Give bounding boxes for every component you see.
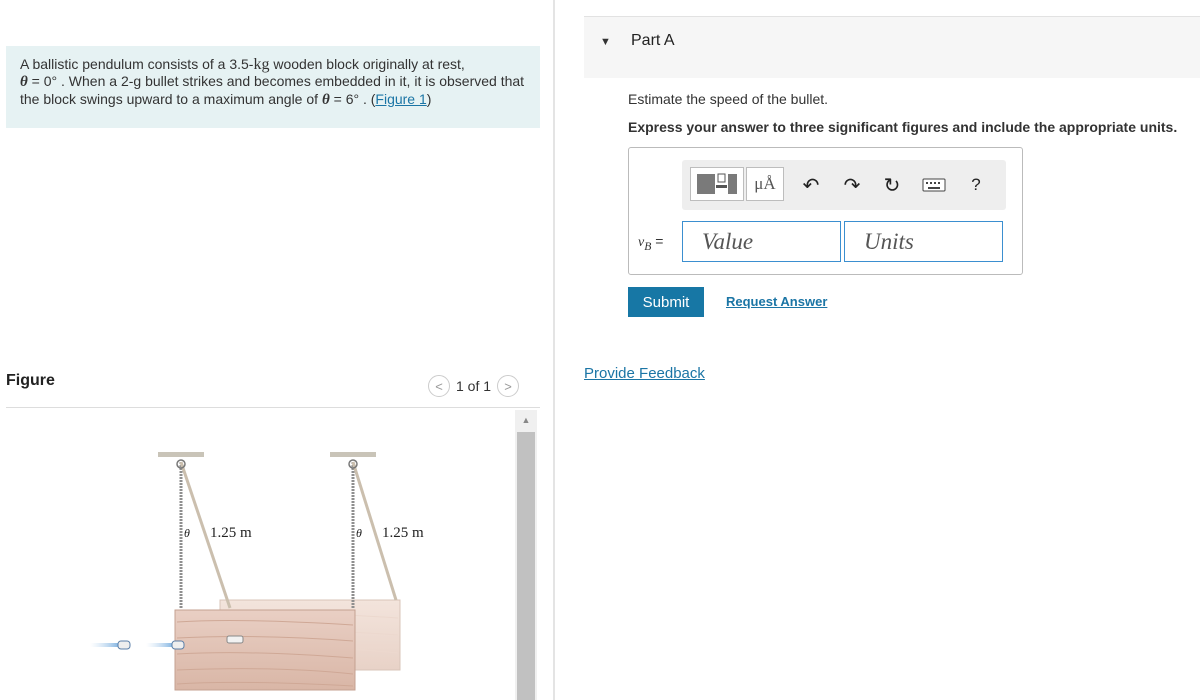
figure-heading: Figure [6, 372, 55, 389]
prev-figure-button[interactable]: < [428, 375, 450, 397]
question-text: Estimate the speed of the bullet. [628, 91, 829, 107]
ballistic-pendulum-figure [80, 440, 510, 700]
ceiling-mount-left [158, 452, 204, 457]
variable-label [638, 233, 663, 253]
part-a-title[interactable]: Part A [631, 32, 675, 49]
problem-text-segment: wooden block originally at rest, [269, 56, 465, 72]
figure-divider [6, 407, 540, 408]
figure-scrollbar-thumb[interactable] [517, 432, 535, 700]
problem-text-segment: = 6° . ( [329, 91, 376, 107]
redo-icon[interactable]: ↷ [843, 174, 861, 197]
submit-button[interactable]: Submit [628, 287, 704, 317]
reset-icon[interactable]: ↻ [883, 174, 901, 197]
length-label-right: 1.25 m [382, 525, 424, 541]
next-figure-button[interactable]: > [497, 375, 519, 397]
variable-symbol: v [638, 235, 645, 250]
part-a-header[interactable] [584, 16, 1200, 78]
bullet-left [118, 641, 130, 649]
unit-kg: kg [253, 56, 270, 73]
embedded-bullet [227, 636, 243, 643]
scroll-up-arrow-icon[interactable]: ▲ [521, 415, 531, 425]
math-toolbar [682, 160, 1006, 210]
request-answer-link[interactable]: Request Answer [726, 294, 828, 309]
undo-icon[interactable]: ↶ [802, 174, 820, 197]
help-icon[interactable]: ? [971, 175, 981, 194]
theta-symbol: θ [321, 92, 330, 108]
problem-text-segment: A ballistic pendulum consists of a 3.5- [20, 56, 254, 72]
angle-label-left: θ [184, 526, 190, 540]
keyboard-icon[interactable] [922, 173, 946, 197]
theta-symbol: θ [20, 74, 28, 90]
bullet-right [172, 641, 184, 649]
keyboard-shape [922, 178, 946, 192]
equals-sign: = [651, 233, 664, 249]
figure-pager [428, 374, 519, 398]
bullet-trail-left [90, 643, 122, 647]
problem-text-segment: ) [426, 91, 432, 107]
variable-subscript: B [644, 239, 652, 253]
provide-feedback-link[interactable]: Provide Feedback [584, 365, 705, 382]
instruction-text: Express your answer to three significant figures and include the appropriate units. [628, 119, 1178, 135]
units-symbol-button[interactable]: μÅ [746, 167, 784, 201]
ceiling-mount-right [330, 452, 376, 457]
problem-text [20, 56, 530, 109]
wooden-block [175, 610, 355, 690]
problem-text-segment: = 0° . When a 2-g bullet strikes and becomes embedded in it, it is observed that the block swings upward to a maximum angle of [20, 73, 525, 107]
templates-button[interactable] [690, 167, 744, 201]
units-input[interactable]: Units [844, 221, 1003, 262]
figure-link[interactable]: Figure 1 [375, 91, 427, 107]
collapse-arrow-icon[interactable]: ▼ [600, 36, 611, 48]
problem-statement-panel [6, 46, 540, 128]
value-input[interactable]: Value [682, 221, 841, 262]
length-label-left: 1.25 m [210, 525, 252, 541]
templates-icon [691, 168, 743, 200]
column-divider [553, 0, 555, 700]
angle-label-right: θ [356, 526, 362, 540]
figure-page-indicator: 1 of 1 [456, 378, 492, 394]
